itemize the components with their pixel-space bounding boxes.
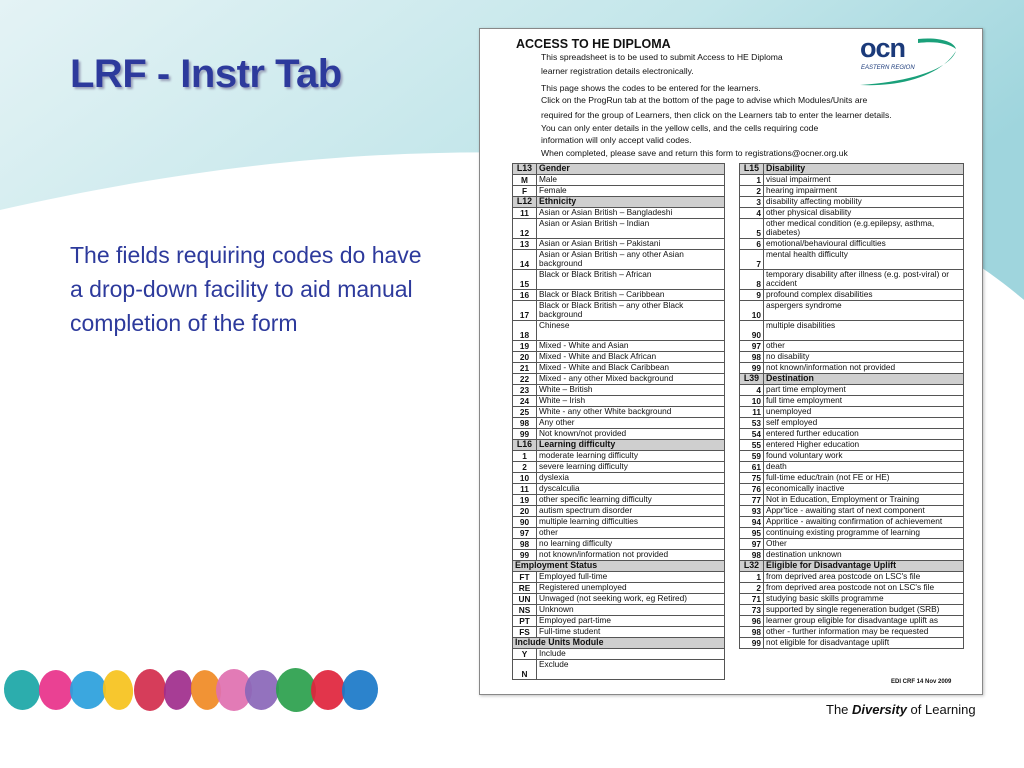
table-row: [740, 440, 964, 451]
code-cell: 98: [740, 627, 764, 638]
code-cell: 9: [740, 290, 764, 301]
intro-line: This page shows the codes to be entered for the learners.: [541, 83, 761, 93]
table-row: [740, 197, 964, 208]
description-cell: Employed full-time: [537, 572, 725, 583]
code-cell: M: [513, 175, 537, 186]
section-label: Include Units Module: [513, 638, 725, 649]
code-cell: 99: [513, 429, 537, 440]
description-cell: Registered unemployed: [537, 583, 725, 594]
table-row: [740, 517, 964, 528]
table-row: [740, 385, 964, 396]
table-row: [740, 605, 964, 616]
description-cell: Chinese: [537, 321, 725, 341]
code-cell: 99: [740, 363, 764, 374]
tagline-bold: Diversity: [852, 702, 907, 717]
slide-title: LRF - Instr Tab: [70, 52, 342, 96]
description-cell: mental health difficulty: [764, 250, 964, 270]
description-cell: Unwaged (not seeking work, eg Retired): [537, 594, 725, 605]
description-cell: self employed: [764, 418, 964, 429]
table-row: [740, 528, 964, 539]
code-cell: 11: [513, 208, 537, 219]
description-cell: Black or Black British – Caribbean: [537, 290, 725, 301]
code-cell: RE: [513, 583, 537, 594]
table-row: [740, 301, 964, 321]
code-cell: 73: [740, 605, 764, 616]
description-cell: full time employment: [764, 396, 964, 407]
code-cell: 94: [740, 517, 764, 528]
code-cell: 7: [740, 250, 764, 270]
code-cell: 90: [513, 517, 537, 528]
color-blob: [1, 668, 42, 713]
code-cell: L39: [740, 374, 764, 385]
description-cell: temporary disability after illness (e.g. post-viral) or accident: [764, 270, 964, 290]
description-cell: Disability: [764, 164, 964, 175]
description-cell: other physical disability: [764, 208, 964, 219]
table-row: [740, 270, 964, 290]
description-cell: not eligible for disadvantage uplift: [764, 638, 964, 649]
description-cell: Unknown: [537, 605, 725, 616]
code-cell: Y: [513, 649, 537, 660]
table-row: [513, 321, 725, 341]
table-row: [513, 649, 725, 660]
table-row: [740, 451, 964, 462]
table-row: [740, 583, 964, 594]
code-cell: 75: [740, 473, 764, 484]
description-cell: death: [764, 462, 964, 473]
code-cell: 2: [513, 462, 537, 473]
table-row: [513, 539, 725, 550]
description-cell: dyscalculia: [537, 484, 725, 495]
table-row: [513, 572, 725, 583]
description-cell: other specific learning difficulty: [537, 495, 725, 506]
table-row: [513, 484, 725, 495]
description-cell: from deprived area postcode not on LSC's file: [764, 583, 964, 594]
color-blob: [311, 670, 345, 710]
description-cell: White - any other White background: [537, 407, 725, 418]
table-row: [513, 250, 725, 270]
code-cell: L16: [513, 440, 537, 451]
table-row: [513, 270, 725, 290]
description-cell: found voluntary work: [764, 451, 964, 462]
code-cell: 1: [740, 572, 764, 583]
color-blob: [161, 668, 194, 712]
table-section-header: [740, 374, 964, 385]
code-cell: UN: [513, 594, 537, 605]
description-cell: continuing existing programme of learning: [764, 528, 964, 539]
table-row: [740, 473, 964, 484]
table-row: [740, 407, 964, 418]
table-section-header: [513, 638, 725, 649]
description-cell: severe learning difficulty: [537, 462, 725, 473]
section-label: Employment Status: [513, 561, 725, 572]
description-cell: Mixed - White and Asian: [537, 341, 725, 352]
description-cell: multiple learning difficulties: [537, 517, 725, 528]
code-cell: L12: [513, 197, 537, 208]
tagline-post: of Learning: [906, 702, 976, 717]
code-cell: 14: [513, 250, 537, 270]
code-cell: 4: [740, 385, 764, 396]
color-blob: [242, 668, 281, 712]
code-cell: 20: [513, 352, 537, 363]
table-row: [513, 660, 725, 680]
description-cell: White – Irish: [537, 396, 725, 407]
description-cell: Mixed - any other Mixed background: [537, 374, 725, 385]
intro-line: Click on the ProgRun tab at the bottom of the page to advise which Modules/Units are: [541, 95, 868, 105]
slide-body-text: The fields requiring codes do have a drop-down facility to aid manual completion of the form: [70, 242, 422, 336]
code-cell: 24: [513, 396, 537, 407]
table-row: [513, 219, 725, 239]
form-footer: EDI CRF 14 Nov 2009: [891, 679, 952, 685]
code-cell: 18: [513, 321, 537, 341]
table-row: [740, 506, 964, 517]
description-cell: supported by single regeneration budget (SRB): [764, 605, 964, 616]
table-row: [740, 484, 964, 495]
code-cell: 98: [740, 352, 764, 363]
table-row: [513, 186, 725, 197]
table-row: [740, 175, 964, 186]
description-cell: other: [537, 528, 725, 539]
table-row: [513, 352, 725, 363]
description-cell: Black or Black British – any other Black background: [537, 301, 725, 321]
code-cell: 21: [513, 363, 537, 374]
table-row: [740, 250, 964, 270]
description-cell: Destination: [764, 374, 964, 385]
code-cell: 10: [513, 473, 537, 484]
description-cell: visual impairment: [764, 175, 964, 186]
code-cell: 5: [740, 219, 764, 239]
table-row: [513, 627, 725, 638]
table-row: [740, 495, 964, 506]
table-row: [513, 374, 725, 385]
code-cell: 20: [513, 506, 537, 517]
code-cell: F: [513, 186, 537, 197]
table-row: [513, 418, 725, 429]
table-row: [513, 385, 725, 396]
tagline: [826, 702, 976, 717]
code-cell: 61: [740, 462, 764, 473]
intro-line: required for the group of Learners, then click on the Learners tab to enter the learner details.: [541, 110, 892, 120]
code-cell: 16: [513, 290, 537, 301]
code-cell: 2: [740, 186, 764, 197]
table-row: [740, 539, 964, 550]
code-cell: FT: [513, 572, 537, 583]
description-cell: not known/information not provided: [764, 363, 964, 374]
description-cell: dyslexia: [537, 473, 725, 484]
table-row: [513, 517, 725, 528]
code-cell: 76: [740, 484, 764, 495]
table-section-header: [513, 440, 725, 451]
description-cell: other - further information may be requested: [764, 627, 964, 638]
code-cell: 2: [740, 583, 764, 594]
code-cell: 10: [740, 396, 764, 407]
description-cell: full-time educ/train (not FE or HE): [764, 473, 964, 484]
code-cell: 53: [740, 418, 764, 429]
intro-line: You can only enter details in the yellow cells, and the cells requiring code: [541, 123, 819, 133]
logo-subtitle: EASTERN REGION: [861, 65, 915, 71]
diploma-form-image: [479, 28, 983, 695]
description-cell: aspergers syndrome: [764, 301, 964, 321]
table-row: [740, 208, 964, 219]
description-cell: Employed part-time: [537, 616, 725, 627]
description-cell: entered further education: [764, 429, 964, 440]
description-cell: Male: [537, 175, 725, 186]
table-row: [513, 528, 725, 539]
table-row: [740, 219, 964, 239]
description-cell: Learning difficulty: [537, 440, 725, 451]
description-cell: other: [764, 341, 964, 352]
code-cell: N: [513, 660, 537, 680]
code-cell: L13: [513, 164, 537, 175]
description-cell: no disability: [764, 352, 964, 363]
code-cell: 22: [513, 374, 537, 385]
table-section-header: [740, 164, 964, 175]
description-cell: White – British: [537, 385, 725, 396]
code-cell: 1: [513, 451, 537, 462]
code-cell: 11: [740, 407, 764, 418]
intro-line: When completed, please save and return this form to registrations@ocner.org.uk: [541, 148, 848, 158]
code-cell: 71: [740, 594, 764, 605]
description-cell: Black or Black British – African: [537, 270, 725, 290]
color-blob: [134, 669, 166, 711]
code-cell: 99: [740, 638, 764, 649]
code-cell: PT: [513, 616, 537, 627]
table-row: [740, 418, 964, 429]
code-cell: 98: [513, 418, 537, 429]
description-cell: disability affecting mobility: [764, 197, 964, 208]
color-blob: [339, 668, 380, 713]
table-row: [740, 550, 964, 561]
description-cell: Other: [764, 539, 964, 550]
table-row: [740, 186, 964, 197]
table-row: [513, 239, 725, 250]
table-row: [740, 627, 964, 638]
table-row: [740, 572, 964, 583]
code-cell: 54: [740, 429, 764, 440]
table-row: [513, 605, 725, 616]
tagline-pre: The: [826, 702, 853, 717]
description-cell: Asian or Asian British – Indian: [537, 219, 725, 239]
code-cell: NS: [513, 605, 537, 616]
table-row: [513, 301, 725, 321]
code-cell: 97: [740, 341, 764, 352]
description-cell: from deprived area postcode on LSC's file: [764, 572, 964, 583]
table-row: [740, 462, 964, 473]
ocn-logo: [858, 33, 958, 87]
description-cell: no learning difficulty: [537, 539, 725, 550]
code-cell: 99: [513, 550, 537, 561]
code-cell: 93: [740, 506, 764, 517]
description-cell: Any other: [537, 418, 725, 429]
description-cell: Asian or Asian British – Pakistani: [537, 239, 725, 250]
table-row: [740, 429, 964, 440]
code-cell: 95: [740, 528, 764, 539]
table-section-header: [513, 197, 725, 208]
table-row: [513, 363, 725, 374]
code-cell: 13: [513, 239, 537, 250]
table-row: [513, 583, 725, 594]
code-cell: 19: [513, 495, 537, 506]
code-cell: 8: [740, 270, 764, 290]
code-cell: 19: [513, 341, 537, 352]
table-row: [513, 550, 725, 561]
table-row: [513, 396, 725, 407]
description-cell: Appr'tice - awaiting start of next component: [764, 506, 964, 517]
code-cell: 96: [740, 616, 764, 627]
code-cell: 97: [740, 539, 764, 550]
table-row: [513, 341, 725, 352]
code-cell: 17: [513, 301, 537, 321]
code-cell: 1: [740, 175, 764, 186]
table-row: [513, 473, 725, 484]
table-row: [513, 290, 725, 301]
description-cell: Exclude: [537, 660, 725, 680]
description-cell: profound complex disabilities: [764, 290, 964, 301]
description-cell: Mixed - White and Black African: [537, 352, 725, 363]
description-cell: learner group eligible for disadvantage uplift as: [764, 616, 964, 627]
description-cell: part time employment: [764, 385, 964, 396]
description-cell: emotional/behavioural difficulties: [764, 239, 964, 250]
code-cell: 55: [740, 440, 764, 451]
intro-line: learner registration details electronically.: [541, 66, 694, 76]
table-row: [513, 495, 725, 506]
description-cell: economically inactive: [764, 484, 964, 495]
description-cell: autism spectrum disorder: [537, 506, 725, 517]
code-cell: L15: [740, 164, 764, 175]
left-code-table: [512, 163, 725, 680]
code-cell: 11: [513, 484, 537, 495]
table-section-header: [740, 561, 964, 572]
code-cell: 23: [513, 385, 537, 396]
code-cell: 15: [513, 270, 537, 290]
table-row: [740, 638, 964, 649]
code-cell: L32: [740, 561, 764, 572]
logo-text: ocn: [860, 33, 906, 63]
table-row: [740, 290, 964, 301]
description-cell: not known/information not provided: [537, 550, 725, 561]
description-cell: Eligible for Disadvantage Uplift: [764, 561, 964, 572]
description-cell: unemployed: [764, 407, 964, 418]
code-cell: 77: [740, 495, 764, 506]
description-cell: Not known/not provided: [537, 429, 725, 440]
table-row: [740, 341, 964, 352]
decorative-blobs: [0, 660, 390, 720]
description-cell: other medical condition (e.g.epilepsy, asthma, diabetes): [764, 219, 964, 239]
description-cell: Appritice - awaiting confirmation of achievement: [764, 517, 964, 528]
table-row: [740, 239, 964, 250]
table-row: [513, 208, 725, 219]
description-cell: destination unknown: [764, 550, 964, 561]
code-cell: 98: [513, 539, 537, 550]
table-row: [513, 175, 725, 186]
table-row: [513, 407, 725, 418]
description-cell: Mixed - White and Black Caribbean: [537, 363, 725, 374]
description-cell: hearing impairment: [764, 186, 964, 197]
table-row: [740, 352, 964, 363]
table-row: [513, 506, 725, 517]
form-title: ACCESS TO HE DIPLOMA: [516, 37, 671, 51]
code-cell: 59: [740, 451, 764, 462]
table-row: [740, 594, 964, 605]
code-cell: 10: [740, 301, 764, 321]
description-cell: Gender: [537, 164, 725, 175]
code-cell: FS: [513, 627, 537, 638]
code-cell: 97: [513, 528, 537, 539]
intro-line: information will only accept valid codes.: [541, 135, 692, 145]
table-section-header: [513, 561, 725, 572]
table-section-header: [513, 164, 725, 175]
table-row: [740, 363, 964, 374]
table-row: [513, 594, 725, 605]
description-cell: entered Higher education: [764, 440, 964, 451]
color-blob: [68, 669, 109, 712]
table-row: [740, 396, 964, 407]
code-cell: 6: [740, 239, 764, 250]
code-cell: 3: [740, 197, 764, 208]
description-cell: Asian or Asian British – Bangladeshi: [537, 208, 725, 219]
table-row: [740, 616, 964, 627]
color-blob: [39, 670, 73, 710]
code-cell: 4: [740, 208, 764, 219]
description-cell: Ethnicity: [537, 197, 725, 208]
code-cell: 90: [740, 321, 764, 341]
description-cell: Asian or Asian British – any other Asian background: [537, 250, 725, 270]
description-cell: Include: [537, 649, 725, 660]
description-cell: Female: [537, 186, 725, 197]
table-row: [513, 451, 725, 462]
right-code-table: [739, 163, 964, 649]
code-cell: 12: [513, 219, 537, 239]
intro-line: This spreadsheet is to be used to submit Access to HE Diploma: [541, 52, 783, 62]
description-cell: Not in Education, Employment or Training: [764, 495, 964, 506]
description-cell: studying basic skills programme: [764, 594, 964, 605]
table-row: [740, 321, 964, 341]
code-cell: 25: [513, 407, 537, 418]
table-row: [513, 616, 725, 627]
table-row: [513, 429, 725, 440]
table-row: [513, 462, 725, 473]
description-cell: Full-time student: [537, 627, 725, 638]
description-cell: moderate learning difficulty: [537, 451, 725, 462]
color-blob: [100, 668, 135, 712]
code-cell: 98: [740, 550, 764, 561]
description-cell: multiple disabilities: [764, 321, 964, 341]
